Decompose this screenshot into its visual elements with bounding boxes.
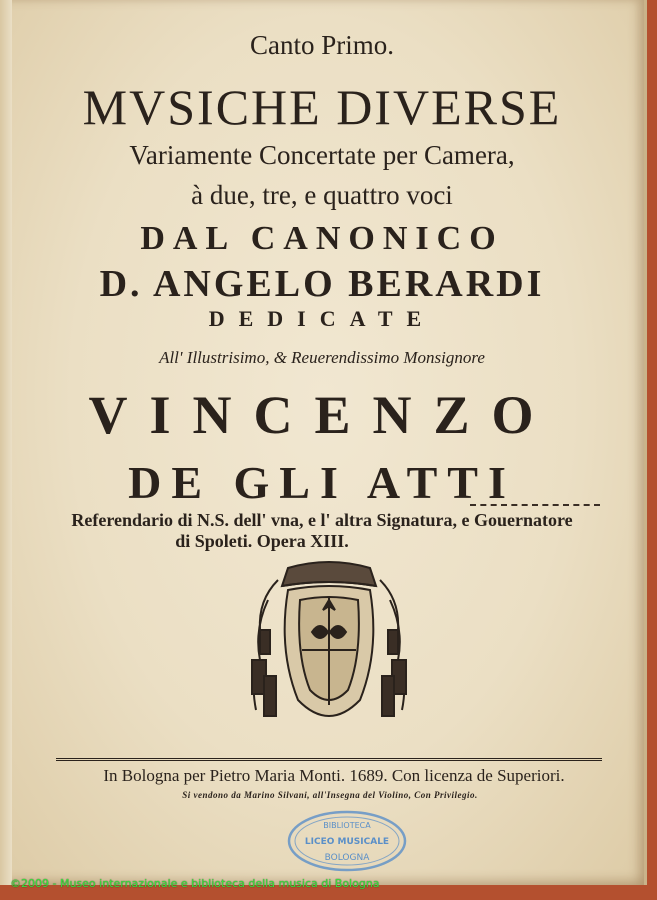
office-line-1: Referendario di N.S. dell' vna, e l' altra Signatura, e Gouernatore — [71, 510, 573, 530]
stamp-line-1: BIBLIOTECA — [323, 821, 371, 830]
canto-label: Canto Primo. — [249, 30, 394, 60]
library-stamp — [285, 808, 409, 874]
stamp-line-3: BOLOGNA — [324, 853, 370, 863]
author-line-2: D. ANGELO BERARDI — [99, 263, 545, 305]
copyright-watermark: ©2009 - Museo internazionale e biblioteca della musica di Bologna — [10, 877, 380, 890]
author-line-1: DAL CANONICO — [140, 220, 504, 257]
coat-of-arms-emblem — [238, 560, 420, 738]
seller-line: Si vendono da Marino Silvani, all'Insegna del Violino, Con Privilegio. — [182, 790, 478, 800]
subtitle-line-1: Variamente Concertate per Camera, — [129, 140, 515, 170]
subtitle-line-2: à due, tre, e quattro voci — [191, 180, 453, 210]
dedicate-label: DEDICATE — [208, 306, 436, 331]
dedicatee-first-name: VINCENZO — [88, 385, 556, 445]
ornamental-rule — [470, 504, 600, 506]
stamp-line-2: LICEO MUSICALE — [304, 837, 390, 847]
dedicatee-surname: DE GLI ATTI — [128, 457, 516, 508]
imprint-rule — [56, 758, 602, 761]
imprint-line: In Bologna per Pietro Maria Monti. 1689. Con licenza de Superiori. — [103, 766, 565, 785]
dedication-line: All' Illustrisimo, & Reuerendissimo Monsignore — [159, 348, 485, 367]
office-line-2: di Spoleti. Opera XIII. — [175, 531, 349, 551]
main-title: MVSICHE DIVERSE — [82, 79, 562, 135]
